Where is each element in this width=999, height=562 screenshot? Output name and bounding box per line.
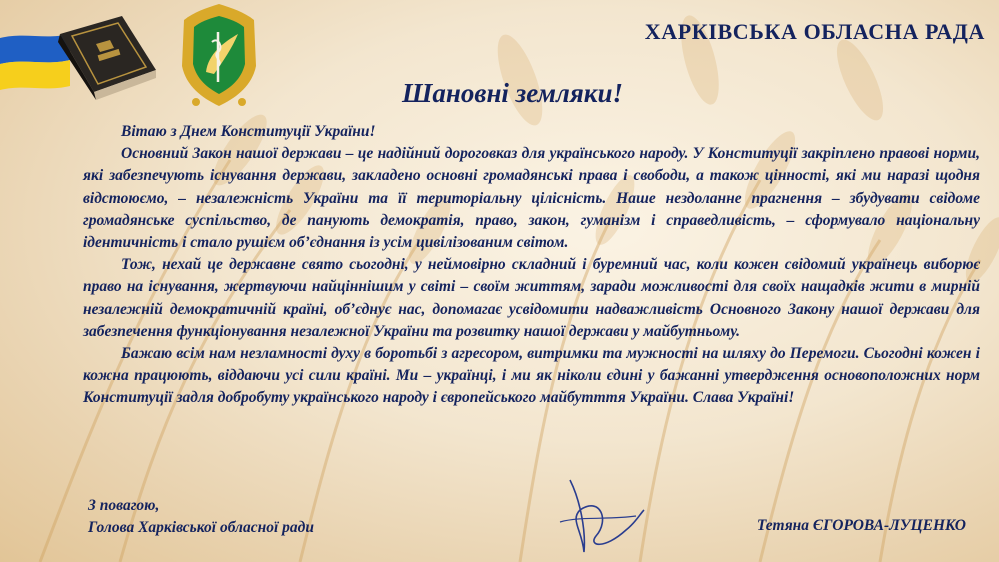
letter-closing xyxy=(88,495,314,539)
handwritten-signature xyxy=(540,460,660,560)
organization-title: ХАРКІВСЬКА ОБЛАСНА РАДА xyxy=(644,19,985,44)
signer-position: Голова Харківської обласної ради xyxy=(88,519,314,536)
signer-name: Тетяна ЄГОРОВА-ЛУЦЕНКО xyxy=(756,517,966,534)
letter-paragraph: Бажаю всім нам незламності духу в боротьбі з агресором, витримки та мужності на шляху до Перемоги. Сьогодні кожен і кожна працюють, віддаючи усі сили країні. Ми – українці, і ми як ніколи єдині у бажанні утвердження основоположних норм Конституції задля добробуту українського народу і європейського майбутття України. Слава Україні! xyxy=(83,345,980,407)
letter-paragraph: Основний Закон нашої держави – це надійний дороговказ для українського народу. У Конституції закріплено правові норми, які забезпечують існування держави, закладено основні громадянські права і свободи, а також цінності, які ми наразі щодня відстоюємо, – незалежність України та її територіальну цілісність. Наше нездоланне прагнення – збудувати свідоме громадянське суспільство, де панують демократія, право, закон, гуманізм і справедливість, – сформувало національну ідентичність і стало рушієм об’єднання із усім цивілізованим світом. xyxy=(83,145,980,252)
letter-paragraph: Тож, нехай це державне свято сьогодні, у неймовірно складний і буремний час, коли кожен свідомий українець виборює право на існування, жертвуючи найціннішим у світі – своїм життям, заради можливості для своїх нащадків жити в мирній незалежній демократичній країні, об’єднує нас, допомагає усвідомити надважливість Основного Закону нашої держави для забезпечення функціонування незалежної України та розвитку нашої держави у майбутньому. xyxy=(83,256,980,340)
letter-body xyxy=(83,121,980,410)
letter-greeting: Шановні земляки! xyxy=(401,78,623,108)
letter-intro: Вітаю з Днем Конституції України! xyxy=(121,123,376,140)
closing-regards: З повагою, xyxy=(88,497,160,514)
